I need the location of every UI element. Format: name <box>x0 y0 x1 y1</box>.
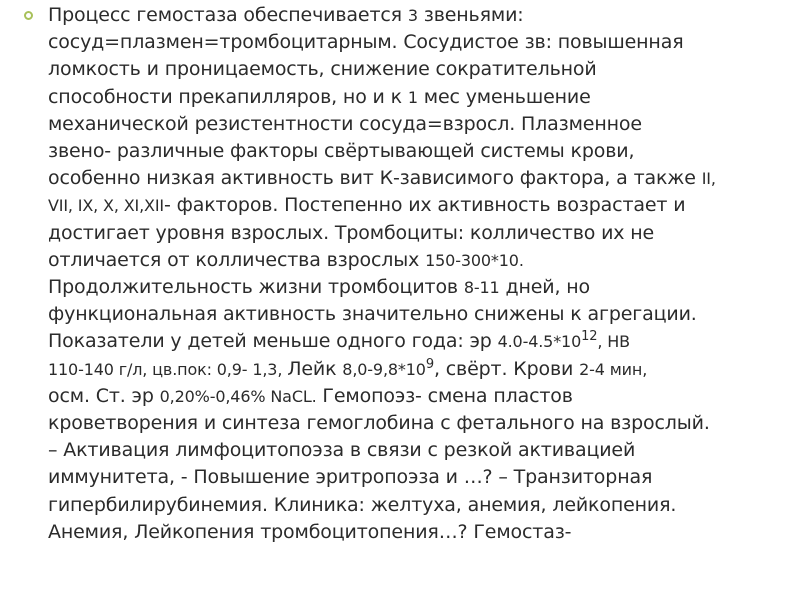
text-segment: VII, IX, X, XI,XII <box>48 196 165 216</box>
text-segment: 0,20%-0,46% NaCL. <box>159 386 317 406</box>
text-segment: ломкость и проницаемость, снижение сократительной <box>48 58 597 81</box>
text-segment: II, <box>701 169 716 189</box>
text-segment: – Активация лимфоцитопоэза в связи с резкой активацией <box>48 439 636 462</box>
text-line <box>48 383 793 410</box>
text-segment: механической резистентности сосуда=взросл. Плазменное <box>48 112 642 135</box>
text-line <box>48 410 793 437</box>
text-line <box>48 464 793 491</box>
text-line <box>48 328 793 355</box>
exponent: 12 <box>581 329 598 345</box>
bullet-icon <box>24 11 33 20</box>
text-line <box>48 84 793 111</box>
text-segment: Анемия, Лейкопения тромбоцитопения…? Гемостаз- <box>48 520 572 543</box>
text-line <box>48 356 793 383</box>
text-line <box>48 437 793 464</box>
text-segment: осм. Ст. эр <box>48 384 160 407</box>
text-line <box>48 301 793 328</box>
text-segment: иммунитета, - Повышение эритропоэза и …? – Транзиторная <box>48 466 653 489</box>
text-segment: функциональная активность значительно снижены к агрегации. <box>48 303 697 326</box>
text-line <box>48 274 793 301</box>
text-segment: - факторов. Постепенно их активность возрастает и <box>164 194 686 217</box>
text-line <box>48 111 793 138</box>
text-segment: особенно низкая активность вит К-зависимого фактора, а также <box>48 167 702 190</box>
exponent: 9 <box>425 356 434 372</box>
text-line <box>48 56 793 83</box>
text-line <box>48 2 793 29</box>
text-segment: Продолжительность жизни тромбоцитов <box>48 276 464 299</box>
text-segment: сосуд=плазмен=тромбоцитарным. Сосудистое зв: повышенная <box>48 31 684 54</box>
text-segment: 110-140 г/л, цв.пок: 0,9- 1,3, <box>48 359 288 379</box>
text-segment: Процесс гемостаза обеспечивается <box>48 4 408 26</box>
text-segment: 4.0-4.5*10 <box>497 332 582 352</box>
text-line <box>48 492 793 519</box>
text-segment: отличается от колличества взрослых <box>48 248 426 271</box>
text-segment: 1 <box>407 87 418 107</box>
text-segment: Показатели у детей меньше одного года: эр <box>48 330 498 353</box>
text-line <box>48 165 793 192</box>
slide-body-text <box>48 2 793 546</box>
text-line <box>48 138 793 165</box>
text-segment: 3 <box>407 6 418 25</box>
text-line <box>48 220 793 247</box>
text-segment: звеньями: <box>417 4 524 26</box>
text-line <box>48 29 793 56</box>
text-segment: звено- различные факторы свёртывающей системы крови, <box>48 140 635 163</box>
text-segment: 150-300*10. <box>425 250 524 270</box>
text-segment: дней, но <box>499 276 590 299</box>
text-segment: достигает уровня взрослых. Тромбоциты: колличество их не <box>48 221 655 244</box>
text-line <box>48 247 793 274</box>
text-segment: , НВ <box>597 332 630 352</box>
text-segment: 8,0-9,8*10 <box>342 359 426 379</box>
text-segment: Гемопоэз- смена пластов <box>316 384 573 407</box>
text-segment: мес уменьшение <box>417 85 591 108</box>
text-segment: Лейк <box>287 357 343 380</box>
text-line <box>48 192 793 219</box>
text-segment: 2-4 мин, <box>579 359 648 379</box>
text-segment: гипербилирубинемия. Клиника: желтуха, анемия, лейкопения. <box>48 493 677 516</box>
text-segment: способности прекапилляров, но и к <box>48 85 408 108</box>
text-line <box>48 519 793 546</box>
text-segment: кроветворения и синтеза гемоглобина с фетального на взрослый. <box>48 412 710 435</box>
text-segment: 8-11 <box>463 278 500 298</box>
text-segment: , свёрт. Крови <box>433 357 580 380</box>
